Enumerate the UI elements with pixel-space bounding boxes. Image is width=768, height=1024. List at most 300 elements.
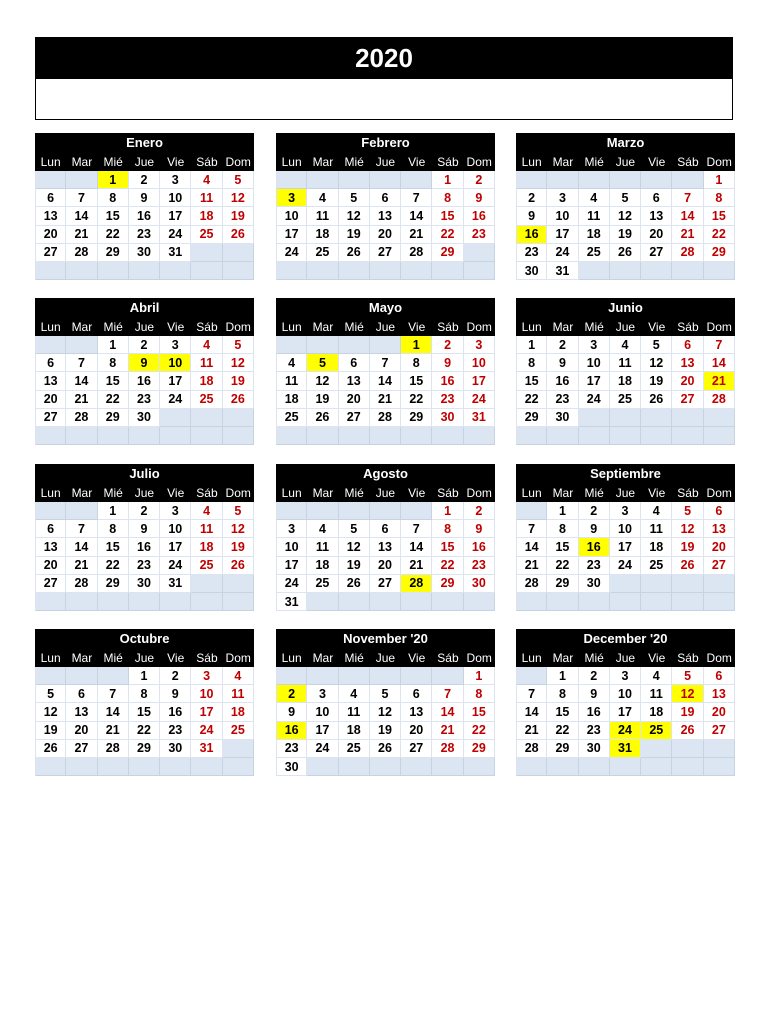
weekday-label: Vie bbox=[408, 154, 426, 169]
empty-cell bbox=[610, 575, 641, 593]
weekday-label: Mié bbox=[584, 319, 604, 334]
day-cell: 4 bbox=[307, 189, 338, 207]
day-cell: 9 bbox=[129, 520, 160, 538]
day-cell: 2 bbox=[432, 336, 463, 354]
day-cell: 4 bbox=[579, 189, 610, 207]
day-cell: 31 bbox=[276, 593, 307, 611]
day-cell: 26 bbox=[223, 391, 254, 409]
day-cell: 4 bbox=[223, 667, 254, 685]
day-cell: 18 bbox=[307, 226, 338, 244]
empty-cell bbox=[547, 758, 578, 776]
weekday-label: Dom bbox=[466, 485, 492, 500]
day-cell: 10 bbox=[160, 520, 191, 538]
empty-cell bbox=[307, 262, 338, 280]
day-cell: 28 bbox=[432, 740, 463, 758]
day-cell: 26 bbox=[610, 244, 641, 262]
weekday-label: Sáb bbox=[677, 650, 699, 665]
weekday-header bbox=[35, 152, 254, 171]
day-cell: 3 bbox=[464, 336, 495, 354]
empty-cell bbox=[160, 409, 191, 427]
weekday-label: Mié bbox=[103, 154, 123, 169]
day-cell: 6 bbox=[704, 667, 735, 685]
day-grid bbox=[35, 336, 254, 445]
month-title: Enero bbox=[35, 133, 254, 152]
weekday-label: Dom bbox=[225, 154, 251, 169]
empty-cell bbox=[547, 171, 578, 189]
day-cell: 30 bbox=[129, 409, 160, 427]
day-cell: 21 bbox=[704, 372, 735, 390]
day-cell: 17 bbox=[160, 207, 191, 225]
empty-cell bbox=[307, 171, 338, 189]
day-cell: 3 bbox=[579, 336, 610, 354]
day-cell: 29 bbox=[401, 409, 432, 427]
day-cell: 1 bbox=[547, 667, 578, 685]
day-cell: 22 bbox=[704, 226, 735, 244]
day-cell: 24 bbox=[191, 722, 222, 740]
weekday-label: Lun bbox=[40, 650, 61, 665]
day-cell: 9 bbox=[464, 520, 495, 538]
day-cell: 3 bbox=[307, 685, 338, 703]
month-9 bbox=[516, 464, 735, 611]
day-cell: 1 bbox=[547, 502, 578, 520]
day-cell: 3 bbox=[276, 520, 307, 538]
day-cell: 26 bbox=[223, 557, 254, 575]
day-cell: 5 bbox=[610, 189, 641, 207]
day-cell: 17 bbox=[547, 226, 578, 244]
weekday-label: Sáb bbox=[437, 485, 459, 500]
empty-cell bbox=[35, 593, 66, 611]
day-cell: 14 bbox=[401, 538, 432, 556]
day-cell: 31 bbox=[547, 262, 578, 280]
day-grid bbox=[276, 336, 495, 445]
day-cell: 10 bbox=[579, 354, 610, 372]
day-cell: 21 bbox=[66, 557, 97, 575]
weekday-label: Jue bbox=[615, 650, 636, 665]
day-cell: 6 bbox=[35, 189, 66, 207]
day-cell: 25 bbox=[641, 557, 672, 575]
empty-cell bbox=[191, 593, 222, 611]
month-title: Marzo bbox=[516, 133, 735, 152]
day-cell: 22 bbox=[516, 391, 547, 409]
weekday-header bbox=[516, 483, 735, 502]
empty-cell bbox=[672, 593, 703, 611]
day-cell: 2 bbox=[129, 336, 160, 354]
day-cell: 13 bbox=[704, 520, 735, 538]
empty-cell bbox=[66, 262, 97, 280]
day-cell: 20 bbox=[35, 557, 66, 575]
empty-cell bbox=[35, 171, 66, 189]
empty-cell bbox=[66, 336, 97, 354]
weekday-header bbox=[35, 648, 254, 667]
empty-cell bbox=[516, 593, 547, 611]
month-8 bbox=[276, 464, 495, 611]
day-grid bbox=[276, 502, 495, 611]
empty-cell bbox=[307, 502, 338, 520]
day-cell: 27 bbox=[704, 557, 735, 575]
empty-cell bbox=[641, 593, 672, 611]
empty-cell bbox=[516, 171, 547, 189]
day-cell: 27 bbox=[401, 740, 432, 758]
month-3 bbox=[516, 133, 735, 280]
day-cell: 13 bbox=[672, 354, 703, 372]
day-cell: 9 bbox=[579, 685, 610, 703]
weekday-label: Mar bbox=[552, 319, 574, 334]
weekday-label: Lun bbox=[40, 485, 61, 500]
weekday-label: Dom bbox=[225, 319, 251, 334]
day-cell: 12 bbox=[672, 685, 703, 703]
day-cell: 25 bbox=[191, 557, 222, 575]
day-cell: 16 bbox=[129, 372, 160, 390]
day-cell: 1 bbox=[98, 502, 129, 520]
day-cell: 26 bbox=[370, 740, 401, 758]
empty-cell bbox=[432, 262, 463, 280]
day-cell: 31 bbox=[610, 740, 641, 758]
empty-cell bbox=[276, 667, 307, 685]
empty-cell bbox=[339, 502, 370, 520]
day-cell: 12 bbox=[339, 207, 370, 225]
day-cell: 5 bbox=[223, 171, 254, 189]
day-cell: 20 bbox=[370, 226, 401, 244]
day-cell: 22 bbox=[432, 557, 463, 575]
day-cell: 4 bbox=[610, 336, 641, 354]
empty-cell bbox=[66, 593, 97, 611]
day-cell: 8 bbox=[98, 520, 129, 538]
day-cell: 8 bbox=[704, 189, 735, 207]
day-cell: 30 bbox=[579, 740, 610, 758]
empty-cell bbox=[191, 427, 222, 445]
day-cell: 7 bbox=[516, 685, 547, 703]
month-title: November '20 bbox=[276, 629, 495, 648]
weekday-label: Mié bbox=[584, 650, 604, 665]
day-cell: 30 bbox=[516, 262, 547, 280]
empty-cell bbox=[579, 262, 610, 280]
day-cell: 10 bbox=[191, 685, 222, 703]
day-cell: 7 bbox=[516, 520, 547, 538]
empty-cell bbox=[401, 758, 432, 776]
day-cell: 1 bbox=[704, 171, 735, 189]
day-cell: 13 bbox=[370, 538, 401, 556]
weekday-label: Jue bbox=[375, 650, 396, 665]
day-grid bbox=[276, 171, 495, 280]
day-cell: 29 bbox=[432, 575, 463, 593]
weekday-label: Lun bbox=[40, 154, 61, 169]
month-6 bbox=[516, 298, 735, 445]
day-cell: 13 bbox=[401, 703, 432, 721]
day-cell: 18 bbox=[191, 207, 222, 225]
weekday-label: Mar bbox=[312, 485, 334, 500]
day-cell: 24 bbox=[160, 226, 191, 244]
empty-cell bbox=[35, 502, 66, 520]
day-cell: 16 bbox=[464, 538, 495, 556]
weekday-label: Dom bbox=[706, 650, 732, 665]
day-cell: 14 bbox=[401, 207, 432, 225]
day-cell: 11 bbox=[641, 520, 672, 538]
empty-cell bbox=[579, 758, 610, 776]
day-cell: 13 bbox=[35, 207, 66, 225]
empty-cell bbox=[464, 244, 495, 262]
weekday-label: Mié bbox=[103, 650, 123, 665]
day-cell: 23 bbox=[129, 557, 160, 575]
day-cell: 7 bbox=[672, 189, 703, 207]
day-cell: 13 bbox=[641, 207, 672, 225]
month-title: Febrero bbox=[276, 133, 495, 152]
day-cell: 2 bbox=[464, 502, 495, 520]
day-cell: 5 bbox=[339, 520, 370, 538]
day-cell: 11 bbox=[191, 189, 222, 207]
day-cell: 23 bbox=[276, 740, 307, 758]
day-cell: 15 bbox=[704, 207, 735, 225]
day-cell: 12 bbox=[223, 354, 254, 372]
day-cell: 29 bbox=[464, 740, 495, 758]
day-cell: 23 bbox=[547, 391, 578, 409]
day-cell: 15 bbox=[432, 538, 463, 556]
empty-cell bbox=[129, 758, 160, 776]
day-cell: 6 bbox=[641, 189, 672, 207]
weekday-label: Sáb bbox=[196, 319, 218, 334]
day-cell: 6 bbox=[401, 685, 432, 703]
weekday-label: Mar bbox=[312, 319, 334, 334]
day-cell: 12 bbox=[672, 520, 703, 538]
day-cell: 3 bbox=[610, 667, 641, 685]
empty-cell bbox=[672, 427, 703, 445]
day-cell: 19 bbox=[641, 372, 672, 390]
day-cell: 19 bbox=[339, 557, 370, 575]
day-cell: 24 bbox=[307, 740, 338, 758]
day-cell: 9 bbox=[547, 354, 578, 372]
day-cell: 20 bbox=[672, 372, 703, 390]
empty-cell bbox=[223, 593, 254, 611]
day-grid bbox=[35, 667, 254, 776]
day-cell: 29 bbox=[98, 244, 129, 262]
empty-cell bbox=[401, 593, 432, 611]
day-cell: 20 bbox=[704, 538, 735, 556]
day-cell: 28 bbox=[66, 575, 97, 593]
day-cell: 16 bbox=[464, 207, 495, 225]
day-cell: 27 bbox=[35, 575, 66, 593]
day-cell: 5 bbox=[223, 336, 254, 354]
day-cell: 6 bbox=[672, 336, 703, 354]
day-cell: 9 bbox=[129, 189, 160, 207]
day-cell: 6 bbox=[35, 520, 66, 538]
day-cell: 12 bbox=[370, 703, 401, 721]
day-cell: 2 bbox=[579, 502, 610, 520]
day-cell: 22 bbox=[98, 391, 129, 409]
empty-cell bbox=[579, 171, 610, 189]
empty-cell bbox=[276, 336, 307, 354]
day-cell: 14 bbox=[704, 354, 735, 372]
day-cell: 15 bbox=[98, 207, 129, 225]
weekday-label: Vie bbox=[648, 485, 666, 500]
day-cell: 2 bbox=[516, 189, 547, 207]
weekday-label: Dom bbox=[225, 650, 251, 665]
weekday-label: Sáb bbox=[196, 485, 218, 500]
day-cell: 23 bbox=[464, 557, 495, 575]
day-cell: 18 bbox=[579, 226, 610, 244]
empty-cell bbox=[276, 427, 307, 445]
weekday-label: Jue bbox=[134, 319, 155, 334]
day-grid bbox=[516, 502, 735, 611]
day-cell: 17 bbox=[307, 722, 338, 740]
day-cell: 16 bbox=[579, 538, 610, 556]
weekday-label: Lun bbox=[521, 650, 542, 665]
day-cell: 10 bbox=[276, 538, 307, 556]
weekday-label: Mar bbox=[71, 485, 93, 500]
day-cell: 24 bbox=[610, 557, 641, 575]
day-cell: 1 bbox=[516, 336, 547, 354]
day-cell: 10 bbox=[160, 189, 191, 207]
day-cell: 22 bbox=[547, 722, 578, 740]
day-cell: 1 bbox=[401, 336, 432, 354]
weekday-label: Jue bbox=[134, 650, 155, 665]
weekday-label: Jue bbox=[375, 154, 396, 169]
day-cell: 26 bbox=[339, 244, 370, 262]
day-cell: 18 bbox=[276, 391, 307, 409]
weekday-label: Jue bbox=[615, 154, 636, 169]
day-cell: 9 bbox=[579, 520, 610, 538]
empty-cell bbox=[98, 667, 129, 685]
day-cell: 29 bbox=[547, 575, 578, 593]
weekday-label: Sáb bbox=[677, 319, 699, 334]
day-cell: 8 bbox=[547, 685, 578, 703]
empty-cell bbox=[641, 171, 672, 189]
day-cell: 11 bbox=[191, 354, 222, 372]
day-cell: 8 bbox=[401, 354, 432, 372]
empty-cell bbox=[66, 758, 97, 776]
empty-cell bbox=[704, 575, 735, 593]
empty-cell bbox=[307, 758, 338, 776]
weekday-label: Lun bbox=[281, 154, 302, 169]
day-cell: 17 bbox=[579, 372, 610, 390]
weekday-label: Mar bbox=[312, 650, 334, 665]
day-cell: 22 bbox=[432, 226, 463, 244]
day-cell: 31 bbox=[160, 575, 191, 593]
weekday-label: Sáb bbox=[677, 154, 699, 169]
day-cell: 27 bbox=[339, 409, 370, 427]
empty-cell bbox=[66, 667, 97, 685]
day-cell: 29 bbox=[704, 244, 735, 262]
empty-cell bbox=[307, 336, 338, 354]
weekday-label: Mar bbox=[71, 319, 93, 334]
empty-cell bbox=[704, 262, 735, 280]
day-cell: 8 bbox=[516, 354, 547, 372]
day-cell: 1 bbox=[98, 336, 129, 354]
weekday-label: Lun bbox=[521, 154, 542, 169]
empty-cell bbox=[66, 502, 97, 520]
day-cell: 25 bbox=[610, 391, 641, 409]
empty-cell bbox=[339, 667, 370, 685]
day-cell: 26 bbox=[35, 740, 66, 758]
empty-cell bbox=[370, 593, 401, 611]
empty-cell bbox=[641, 758, 672, 776]
day-cell: 10 bbox=[276, 207, 307, 225]
day-cell: 15 bbox=[401, 372, 432, 390]
empty-cell bbox=[641, 427, 672, 445]
day-cell: 17 bbox=[610, 703, 641, 721]
day-cell: 1 bbox=[98, 171, 129, 189]
day-cell: 26 bbox=[339, 575, 370, 593]
day-cell: 23 bbox=[516, 244, 547, 262]
day-cell: 3 bbox=[160, 336, 191, 354]
day-cell: 7 bbox=[98, 685, 129, 703]
day-cell: 13 bbox=[35, 372, 66, 390]
empty-cell bbox=[370, 758, 401, 776]
weekday-header bbox=[516, 317, 735, 336]
weekday-label: Sáb bbox=[196, 154, 218, 169]
empty-cell bbox=[516, 667, 547, 685]
day-cell: 21 bbox=[401, 557, 432, 575]
day-cell: 27 bbox=[641, 244, 672, 262]
empty-cell bbox=[516, 502, 547, 520]
day-cell: 30 bbox=[129, 575, 160, 593]
empty-cell bbox=[370, 667, 401, 685]
weekday-label: Mié bbox=[103, 485, 123, 500]
day-cell: 25 bbox=[641, 722, 672, 740]
day-cell: 30 bbox=[432, 409, 463, 427]
empty-cell bbox=[401, 502, 432, 520]
weekday-header bbox=[276, 483, 495, 502]
weekday-label: Mar bbox=[71, 154, 93, 169]
day-cell: 22 bbox=[98, 557, 129, 575]
day-cell: 3 bbox=[276, 189, 307, 207]
day-cell: 30 bbox=[464, 575, 495, 593]
day-cell: 5 bbox=[370, 685, 401, 703]
empty-cell bbox=[370, 171, 401, 189]
day-cell: 7 bbox=[66, 354, 97, 372]
day-cell: 9 bbox=[276, 703, 307, 721]
day-cell: 27 bbox=[370, 244, 401, 262]
day-cell: 29 bbox=[98, 575, 129, 593]
day-cell: 21 bbox=[432, 722, 463, 740]
weekday-label: Vie bbox=[408, 319, 426, 334]
weekday-label: Sáb bbox=[437, 319, 459, 334]
empty-cell bbox=[370, 262, 401, 280]
day-cell: 19 bbox=[339, 226, 370, 244]
empty-cell bbox=[191, 758, 222, 776]
empty-cell bbox=[98, 758, 129, 776]
empty-cell bbox=[641, 409, 672, 427]
month-11 bbox=[276, 629, 495, 776]
day-cell: 10 bbox=[547, 207, 578, 225]
month-title: Julio bbox=[35, 464, 254, 483]
day-cell: 4 bbox=[339, 685, 370, 703]
weekday-label: Vie bbox=[167, 485, 185, 500]
weekday-label: Vie bbox=[167, 154, 185, 169]
empty-cell bbox=[579, 409, 610, 427]
empty-cell bbox=[672, 409, 703, 427]
day-cell: 12 bbox=[223, 189, 254, 207]
day-cell: 7 bbox=[704, 336, 735, 354]
weekday-label: Vie bbox=[648, 319, 666, 334]
day-cell: 16 bbox=[129, 538, 160, 556]
day-cell: 25 bbox=[223, 722, 254, 740]
day-cell: 25 bbox=[276, 409, 307, 427]
day-cell: 19 bbox=[672, 703, 703, 721]
weekday-label: Dom bbox=[225, 485, 251, 500]
day-grid bbox=[35, 502, 254, 611]
day-cell: 26 bbox=[672, 557, 703, 575]
day-cell: 28 bbox=[66, 409, 97, 427]
day-cell: 15 bbox=[464, 703, 495, 721]
empty-cell bbox=[223, 575, 254, 593]
weekday-label: Mar bbox=[552, 154, 574, 169]
weekday-label: Jue bbox=[375, 319, 396, 334]
day-cell: 22 bbox=[547, 557, 578, 575]
day-cell: 18 bbox=[223, 703, 254, 721]
day-grid bbox=[516, 171, 735, 280]
day-cell: 2 bbox=[547, 336, 578, 354]
day-cell: 10 bbox=[464, 354, 495, 372]
day-cell: 8 bbox=[98, 189, 129, 207]
